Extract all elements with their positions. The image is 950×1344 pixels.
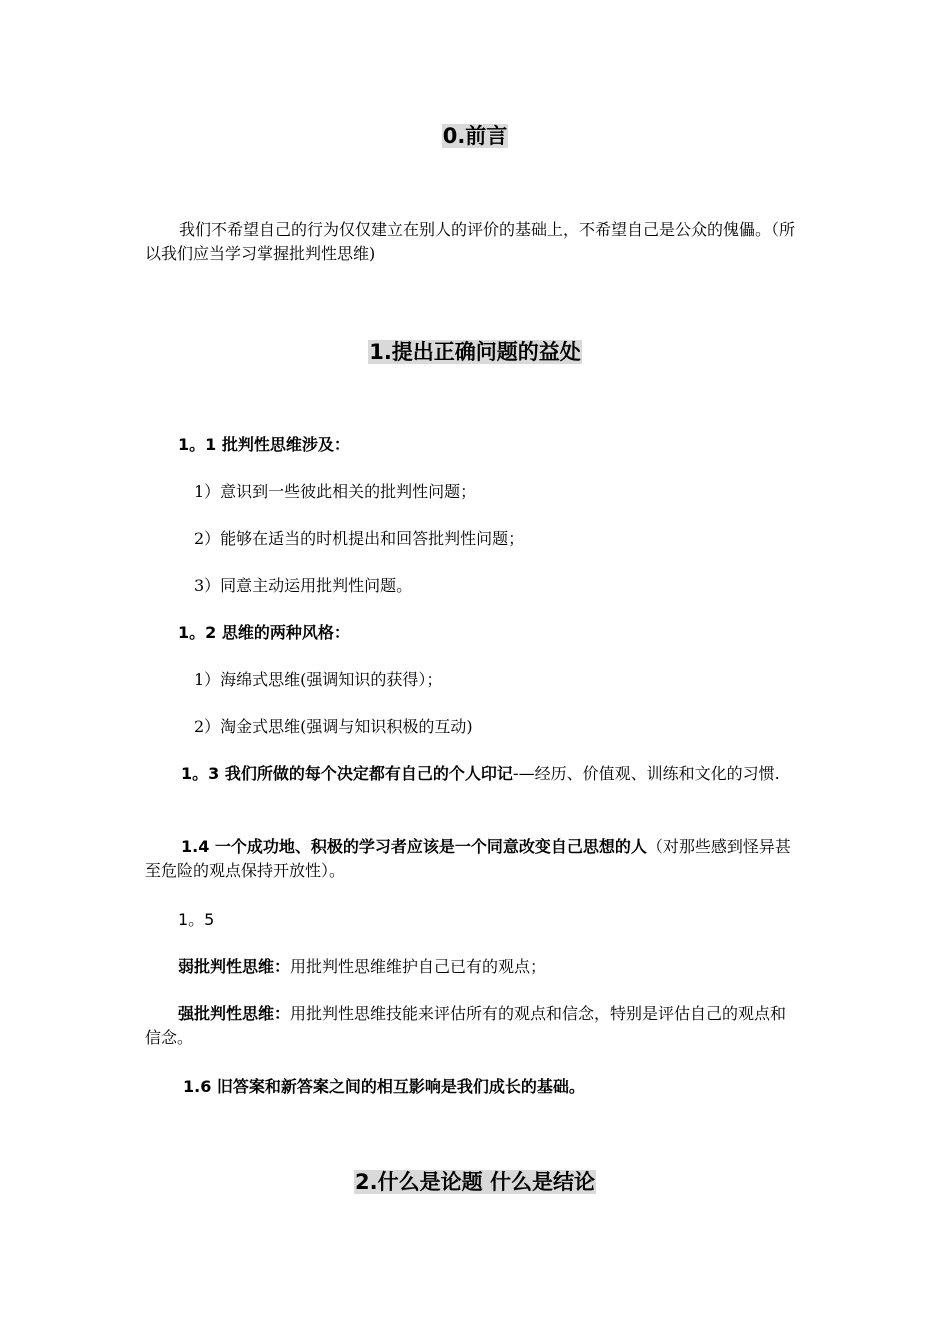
heading-preface (0, 122, 950, 150)
strong-critical-thinking (145, 1002, 797, 1050)
subsection-1-2-title: 1。2 思维的两种风格： (178, 623, 350, 642)
subsection-1-4-bold: 1.4 一个成功地、积极的学习者应该是一个同意改变自己思想的人 (181, 837, 647, 856)
list-item: 3）同意主动运用批判性问题。 (194, 576, 413, 595)
intro-paragraph: 我们不希望自己的行为仅仅建立在别人的评价的基础上，不希望自己是公众的傀儡。（所以我们应当学习掌握批判性思维) (145, 220, 796, 263)
subsection-1-4 (145, 835, 797, 883)
weak-critical-thinking (145, 955, 797, 979)
subsection-1-4-text: （对那些感到怪异甚至危险的观点保持开放性）。 (145, 837, 791, 880)
list-item: 1）海绵式思维(强调知识的获得）； (194, 670, 443, 689)
weak-critical-thinking-label: 弱批判性思维： (178, 957, 291, 976)
subsection-1-3 (145, 762, 797, 786)
subsection-1-6: 1.6 旧答案和新答案之间的相互影响是我们成长的基础。 (183, 1077, 585, 1096)
list-item: 2）淘金式思维(强调与知识积极的互动) (194, 717, 473, 736)
strong-critical-thinking-text: 用批判性思维技能来评估所有的观点和信念，特别是评估自己的观点和信念。 (145, 1004, 787, 1047)
list-item: 2）能够在适当的时机提出和回答批判性问题； (194, 529, 525, 548)
subsection-1-5-title: 1。5 (178, 910, 215, 929)
heading-section-2-text: 2.什么是论题 什么是结论 (355, 1170, 595, 1194)
list-item: 1）意识到一些彼此相关的批判性问题； (194, 482, 477, 501)
heading-section-1 (0, 338, 950, 366)
strong-critical-thinking-label: 强批判性思维： (178, 1004, 291, 1023)
subsection-1-3-text: -—经历、价值观、训练和文化的习惯. (512, 764, 780, 783)
subsection-1-1-title: 1。1 批判性思维涉及： (178, 435, 350, 454)
heading-section-1-text: 1.提出正确问题的益处 (369, 340, 581, 364)
subsection-1-3-bold: 1。3 我们所做的每个决定都有自己的个人印记 (181, 764, 513, 783)
heading-preface-text: 0.前言 (442, 124, 508, 148)
weak-critical-thinking-text: 用批判性思维维护自己已有的观点； (290, 957, 547, 976)
heading-section-2 (0, 1168, 950, 1196)
